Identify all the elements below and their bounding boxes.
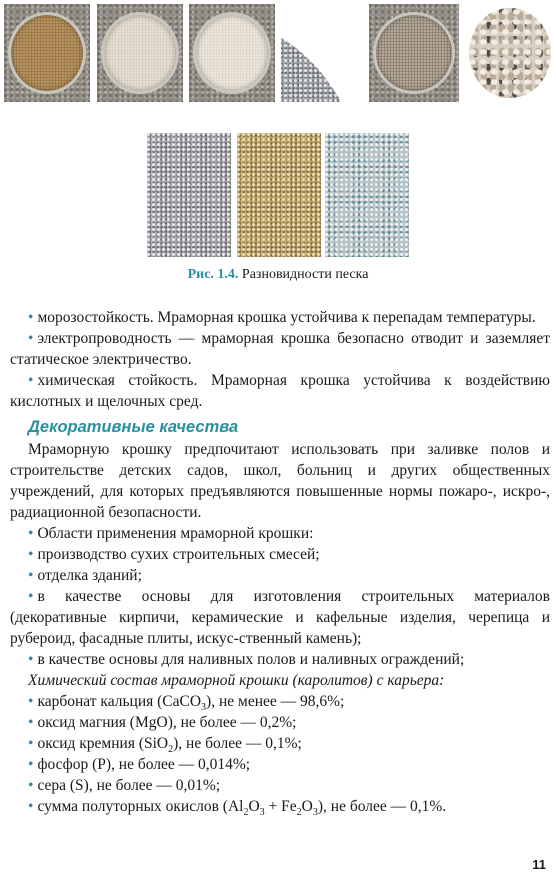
bullet-icon: • — [28, 525, 34, 542]
chem-item-p: • фосфор (P), не более — 0,014%; — [28, 756, 251, 773]
pebbles-photo — [463, 4, 553, 102]
chem-item-s: • сера (S), не более — 0,01%; — [28, 777, 221, 794]
cream-sand-bowl-photo — [97, 4, 183, 102]
intro-paragraph: Мраморную крошку предпочитают использовать при заливке полов и строительстве детских садов, школ, больниц и других общественных учреждений, для которых предъявляются повышенные нормы пожаро-, искро-, радиационной безопасности. — [10, 441, 550, 521]
light-sand-bowl-photo — [189, 4, 275, 102]
bullet-icon: • — [28, 777, 34, 794]
bullet-icon: • — [28, 714, 34, 731]
chem-item-caco3: • карбонат кальция (CaCO$_3$), не менее — 98,6%; — [28, 693, 345, 714]
list-item: • в качестве основы для изготовления строительных материалов (декоративные кирпичи, керамические и кафельные изделия, черепица и рубероид, фасадные плиты, искус-ственный камень); — [10, 588, 550, 647]
figure-caption-text: Разновидности песка — [238, 267, 369, 282]
bullet-icon: • — [28, 693, 34, 710]
section-title: Декоративные качества — [28, 418, 239, 436]
bullet-icon: • — [28, 798, 34, 815]
bullet-icon: • — [28, 756, 34, 773]
list-item: • морозостойкость. Мраморная крошка устойчива к перепадам температуры. — [28, 309, 536, 326]
figure-sand-types — [0, 0, 556, 300]
brown-sand-bowl-photo — [4, 4, 90, 102]
grey-gravel-photo — [281, 14, 363, 102]
yellow-chips-photo — [237, 133, 321, 257]
list-item: • Области применения мраморной крошки: — [28, 525, 314, 542]
list-item: • производство сухих строительных смесей; — [28, 546, 320, 563]
bullet-icon: • — [28, 735, 34, 752]
grey-sand-bowl-photo — [369, 4, 459, 102]
list-item: • отделка зданий; — [28, 567, 142, 584]
figure-caption-label: Рис. 1.4. — [187, 267, 239, 282]
page-body — [10, 307, 550, 817]
chem-item-sio2: • оксид кремния (SiO$_2$), не более — 0,1%; — [28, 735, 302, 756]
grey-chips-photo — [147, 133, 231, 257]
bullet-icon: • — [28, 567, 34, 584]
bullet-icon: • — [28, 330, 34, 347]
page-number: 11 — [532, 857, 546, 872]
bullet-icon: • — [28, 546, 34, 563]
list-item: • химическая стойкость. Мраморная крошка устойчива к воздействию кислотных и щелочных сред. — [10, 372, 550, 410]
blue-grey-chips-photo — [325, 133, 409, 257]
bullet-icon: • — [28, 309, 34, 326]
list-item: • электропроводность — мраморная крошка безопасно отводит и заземляет статическое электричество. — [10, 330, 550, 368]
list-item: • в качестве основы для наливных полов и наливных ограждений; — [28, 651, 465, 668]
bullet-icon: • — [28, 651, 34, 668]
chem-item-oxides: • сумма полуторных окислов $(Al_2O_3 + Fe_2O_3)$, не более — 0,1%. — [28, 798, 447, 819]
chem-heading: Химический состав мраморной крошки (каролитов) с карьера: — [28, 672, 445, 689]
figure-caption — [0, 267, 556, 283]
chem-item-mgo: • оксид магния (MgO), не более — 0,2%; — [28, 714, 297, 731]
bullet-icon: • — [28, 588, 34, 605]
bullet-icon: • — [28, 372, 34, 389]
